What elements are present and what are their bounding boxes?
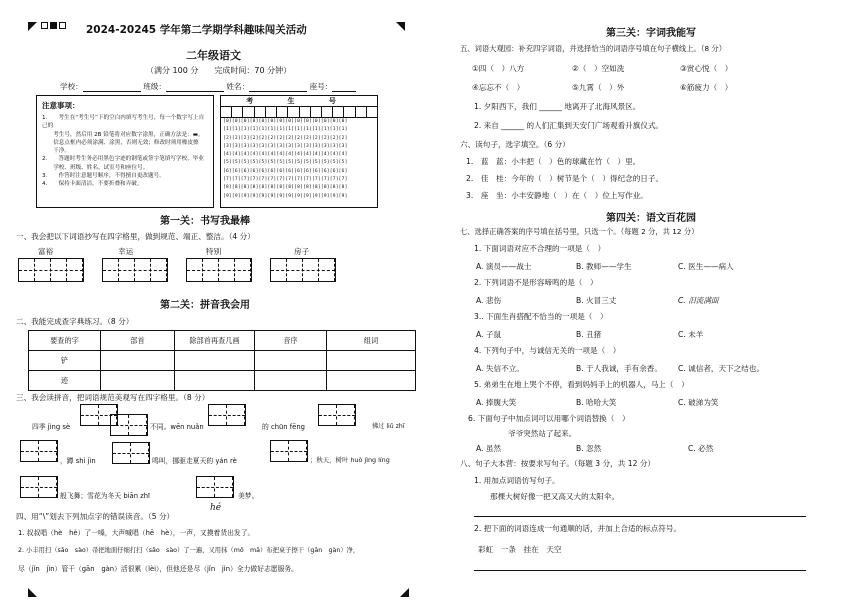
bubble-row[interactable]: [5][5][5][5][5][5][5][5][5][5][5][5][5][5] xyxy=(223,160,348,166)
notice-item: 信息点框内必须涂满、涂黑，否则无效；修改时须用橡皮擦 xyxy=(42,139,199,146)
notice-item: 1. 考生在“考生号”下的空白内填写考生号，每一个数字写上自己的 xyxy=(42,115,205,130)
pinyin-text: 鸣叫，挪驱走夏天的 yán rè xyxy=(152,457,237,465)
mc-question: 2. 下列词语不是形容啼鸣的是（ ） xyxy=(474,278,598,287)
dictionary-table xyxy=(28,330,416,391)
mc-option-c[interactable]: C. 诚信者，天下之结也。 xyxy=(678,364,765,373)
student-number-entry-boxes[interactable] xyxy=(221,107,377,118)
mc-option-c[interactable]: C. 医生——病人 xyxy=(678,262,734,271)
writing-grid[interactable] xyxy=(270,258,336,282)
notice-item: 干净。 xyxy=(42,148,70,155)
notice-item: 考生号，然后用 2B 铅笔将对应数字涂黑，正确方法是：▬。 xyxy=(42,131,204,138)
choose-char-sentence: 2. 佳 桂：今年的（ ）树节是个（ ）得纪念的日子。 xyxy=(466,174,664,183)
idiom-item: ②（ ）空如洗 xyxy=(572,64,625,73)
answer-cell[interactable] xyxy=(175,371,255,391)
sentence: 1. 叔叔唱（hè hè）了一嗓，大声喊唱（hē hè），一声，又摸着货出发了。 xyxy=(18,529,255,537)
table-header: 部首 xyxy=(101,331,175,351)
write-task: 2. 把下面的词语连成一句通顺的话，并加上合适的标点符号。 xyxy=(474,524,682,533)
bubble-row[interactable]: [0][0][0][0][0][0][0][0][0][0][0][0][0][0] xyxy=(223,119,348,124)
corner-square-open xyxy=(41,22,48,29)
answer-cell[interactable] xyxy=(175,351,255,371)
pinyin-text: ；秋天，树叶 huò jìng líng xyxy=(310,456,390,464)
idiom-item: ①四（ ）八方 xyxy=(472,64,525,73)
idiom-item: ⑥筋疲力（ ） xyxy=(680,83,733,92)
bubble-row[interactable]: [8][8][8][8][8][8][8][8][8][8][8][8][8][8] xyxy=(223,185,348,191)
mc-option-a[interactable]: A. 虽然 xyxy=(476,444,502,453)
notice-box xyxy=(36,95,214,208)
pinyin-text: 般飞舞；雪花为冬天 biān zhī xyxy=(60,492,150,500)
info-line xyxy=(60,81,356,92)
notice-item: 3. 作答时注意题号顺序，不得擅自更改题号。 xyxy=(42,173,165,180)
notice-item: 学校、班级、姓名、试室号和座位号。 xyxy=(42,164,149,171)
mc-option-a[interactable]: A. 子鼠 xyxy=(476,330,502,339)
answer-cell[interactable] xyxy=(327,351,416,371)
mc-question: 3.. 下面生肖搭配不恰当的一项是（ ） xyxy=(474,312,608,321)
fill-sentence: 1. 夕阳西下，我们 ______ 地离开了北海风景区。 xyxy=(474,102,641,111)
answer-cell[interactable] xyxy=(101,351,175,371)
seat-field[interactable] xyxy=(332,83,356,92)
table-header: 除部首再查几画 xyxy=(175,331,255,351)
idiom-item: ⑤九霄（ ）外 xyxy=(572,83,625,92)
sentence: 尽（jǐn jìn）管干（gān gàn）活很累（lèi），但他还是尽（jǐn jìn）全力做好志愿服务。 xyxy=(18,565,298,573)
writing-grid[interactable] xyxy=(20,440,58,462)
section-heading: 第四关：语文百花园 xyxy=(606,213,696,224)
mc-question: 4. 下列句子中，与诚信无关的一项是（ ） xyxy=(474,346,621,355)
pinyin-text: ，蹲 shì jìn xyxy=(60,457,96,465)
seat-label: 座号： xyxy=(309,82,333,91)
write-words: 彩虹 一条 挂在 天空 xyxy=(478,545,562,554)
question-2: 二、我能完成查字典练习。（8 分） xyxy=(16,317,134,326)
corner-mark-top-left xyxy=(28,22,37,31)
corner-mark-top-right xyxy=(396,22,405,31)
table-header-row xyxy=(29,331,416,351)
pinyin-text: 拂过 liǔ zhī xyxy=(372,423,405,430)
mc-question: 1. 下面词语对应不合理的一项是（ ） xyxy=(474,244,606,253)
bubble-row[interactable]: [1][1][1][1][1][1][1][1][1][1][1][1][1][1] xyxy=(223,127,348,133)
table-row xyxy=(29,351,416,371)
bubble-rows[interactable] xyxy=(221,118,377,201)
write-task: 1. 用加点词语仿写句子。 xyxy=(474,476,560,485)
mc-option-c[interactable]: C. 未羊 xyxy=(678,330,704,339)
writing-grid[interactable] xyxy=(112,442,150,464)
answer-cell[interactable] xyxy=(101,371,175,391)
writing-grid[interactable] xyxy=(318,404,356,426)
mc-option-a[interactable]: A. 失信不立。 xyxy=(476,364,524,373)
mc-option-a[interactable]: A. 演员——战士 xyxy=(476,262,532,271)
name-field[interactable] xyxy=(249,83,307,92)
writing-grid[interactable] xyxy=(18,258,84,282)
question-7: 七、选择正确答案的序号填在括号里，只选一个。（每题 2 分，共 12 分） xyxy=(460,227,699,236)
bubble-row[interactable]: [3][3][3][3][3][3][3][3][3][3][3][3][3][3] xyxy=(223,143,348,149)
corner-mark-bottom-right xyxy=(400,588,409,597)
mc-option-a[interactable]: A. 悲伤 xyxy=(476,296,502,305)
school-label: 学校： xyxy=(60,82,83,91)
section-heading: 第二关：拼音我会用 xyxy=(160,300,250,311)
exam-header: 2024-20245 学年第二学期学科趣味闯关活动 xyxy=(86,24,307,36)
mc-question: 6. 下面句子中加点词可以用哪个词语替换（ ） xyxy=(468,414,630,423)
student-number-header: 考 生 号 xyxy=(221,96,377,107)
question-5: 五、词语大观园：补充四字词语，并选择恰当的词语序号填在句子横线上。（8 分） xyxy=(460,44,726,53)
handwritten-note: hé xyxy=(210,503,222,513)
corner-square-open xyxy=(59,22,66,29)
copy-word: 幸运 xyxy=(118,247,134,256)
answer-cell[interactable] xyxy=(327,371,416,391)
corner-mark-bottom-left xyxy=(28,588,37,597)
notice-item: 4. 保持卡面清洁，不要折叠和弄破。 xyxy=(42,181,143,188)
section-heading: 第三关：字词我能写 xyxy=(606,28,696,39)
table-header: 音序 xyxy=(255,331,327,351)
mc-option-b[interactable]: B. 哈哈大笑 xyxy=(576,398,617,407)
class-label: 班级： xyxy=(143,82,166,91)
exam-title: 二年级语文 xyxy=(186,49,241,62)
question-4: 四、用“\”划去下列加点字的错误读音。（5 分） xyxy=(16,512,175,521)
choose-char-sentence: 3. 座 坐：小丰安静地（ ）在（ ）位上写作业。 xyxy=(466,191,648,200)
copy-word: 特别 xyxy=(206,247,222,256)
question-8: 八、句子大本营：按要求写句子。（每题 3 分，共 12 分） xyxy=(460,459,656,468)
notice-item: 2. 答题时考生务必用黑色字迹的钢笔或签字笔填写学校、毕业 xyxy=(42,156,204,163)
mc-option-b[interactable]: B. 火冒三丈 xyxy=(576,296,617,305)
question-3: 三、我会读拼音，把词语规范美观写在四字格里。（8 分） xyxy=(16,393,210,402)
bubble-row[interactable]: [7][7][7][7][7][7][7][7][7][7][7][7][7][7] xyxy=(223,177,348,183)
writing-grid[interactable] xyxy=(20,476,58,498)
question-1: 一、我会把以下词语抄写在四字格里，做到规范、端正、整洁。（4 分） xyxy=(16,232,255,241)
school-field[interactable] xyxy=(83,83,141,92)
mc-option-b[interactable]: B. 忽然 xyxy=(576,444,602,453)
exam-meta: （满分 100 分 完成时间：70 分钟） xyxy=(146,66,292,75)
bubble-row[interactable]: [6][6][6][6][6][6][6][6][6][6][6][6][6][6] xyxy=(223,168,348,174)
bubble-row[interactable]: [4][4][4][4][4][4][4][4][4][4][4][4][4][4] xyxy=(223,152,348,158)
bubble-row[interactable]: [9][9][9][9][9][9][9][9][9][9][9][9][9][9] xyxy=(223,193,348,199)
bubble-row[interactable]: [2][2][2][2][2][2][2][2][2][2][2][2][2][2] xyxy=(223,135,348,141)
fill-sentence: 2. 来自 ______ 的人们汇集到天安门广场观看升旗仪式。 xyxy=(474,121,664,130)
table-cell-char: 铲 xyxy=(29,351,101,371)
mc-option-c[interactable]: C. 破涕为笑 xyxy=(678,398,719,407)
answer-line[interactable] xyxy=(474,570,806,571)
pinyin-text: 不同。wēn nuǎn xyxy=(150,423,204,431)
table-row xyxy=(29,371,416,391)
writing-grid[interactable] xyxy=(186,258,252,282)
table-cell-char: 迹 xyxy=(29,371,101,391)
right-page xyxy=(430,0,860,608)
mc-option-b[interactable]: B. 教师——学生 xyxy=(576,262,632,271)
mc-example-sentence: 爷爷突然站了起来。 xyxy=(508,429,577,438)
writing-grid[interactable] xyxy=(102,258,168,282)
answer-cell[interactable] xyxy=(255,351,327,371)
section-heading: 第一关：书写我最棒 xyxy=(160,216,250,227)
corner-square-filled xyxy=(50,22,57,29)
notice-title: 注意事项： xyxy=(42,101,80,110)
question-6: 六、读句子，选字填空。（6 分） xyxy=(460,140,570,149)
student-number-grid xyxy=(220,95,378,208)
class-field[interactable] xyxy=(166,83,224,92)
table-header: 组词 xyxy=(327,331,416,351)
mc-option-c[interactable]: C. 必然 xyxy=(688,444,714,453)
mc-question: 5. 弟弟生在地上哭个不停，看到妈妈手上的机器人，马上（ ） xyxy=(474,380,689,389)
idiom-item: ③赏心悦（ ） xyxy=(680,64,733,73)
pinyin-text: 的 chūn fēng xyxy=(262,423,305,431)
writing-grid[interactable] xyxy=(110,414,148,436)
mc-option-b[interactable]: B. 丑猪 xyxy=(576,330,602,339)
name-label: 姓名： xyxy=(226,82,250,91)
answer-line[interactable] xyxy=(474,516,806,517)
mc-option-a[interactable]: A. 捧腹大笑 xyxy=(476,398,517,407)
writing-grid[interactable] xyxy=(208,404,246,426)
mc-option-c[interactable]: C. 泪流满面 xyxy=(678,296,719,305)
copy-word: 富裕 xyxy=(38,247,54,256)
pinyin-text: 美梦。 xyxy=(238,492,259,500)
write-example: 那棵大树好像一把又高又大的太阳伞。 xyxy=(490,492,620,501)
mc-option-b[interactable]: B. 于人我诚，手有余香。 xyxy=(576,364,662,373)
copy-word: 房子 xyxy=(294,247,310,256)
answer-cell[interactable] xyxy=(255,371,327,391)
pinyin-text: 四季 jìng sè xyxy=(32,423,71,431)
writing-grid[interactable] xyxy=(270,440,308,462)
table-header: 要查的字 xyxy=(29,331,101,351)
writing-grid[interactable] xyxy=(196,476,234,498)
sentence: 2. 小丰用扫（sǎo sào）帚把地面仔细打扫（sǎo sào）了一遍，又用抹（mǒ mā）布把桌子擦干（gān gàn）净， xyxy=(18,547,360,554)
choose-char-sentence: 1. 蓝 蓝：小丰把（ ）色的球藏在竹（ ）里。 xyxy=(466,157,641,166)
idiom-item: ④忘忘不（ ） xyxy=(472,83,525,92)
